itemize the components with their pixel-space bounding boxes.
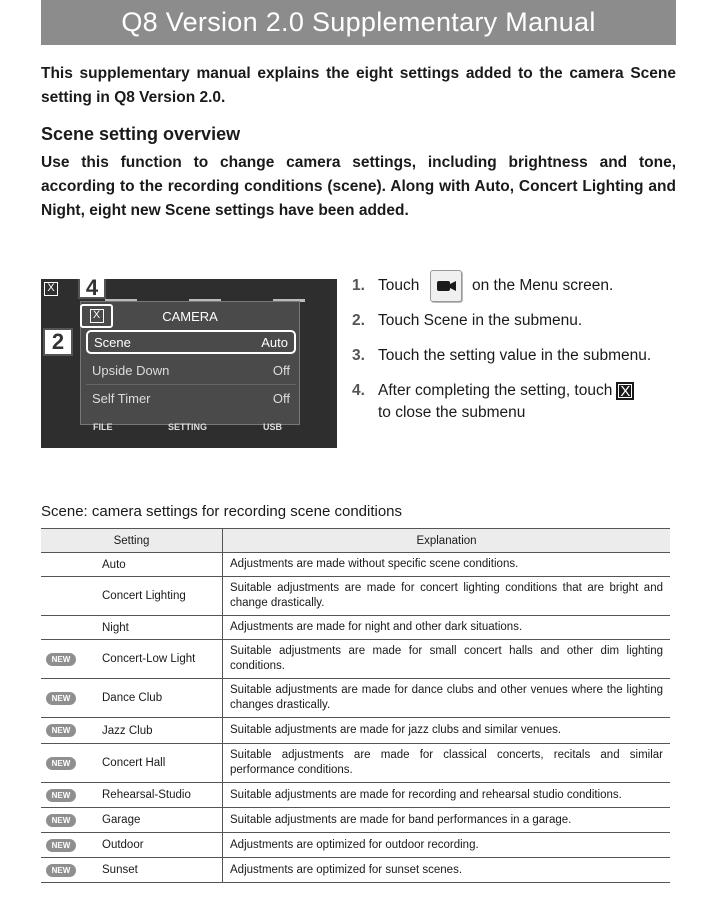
- row-setting-name: Night: [102, 616, 223, 640]
- table-row: [41, 577, 670, 616]
- table-row: [41, 616, 670, 640]
- new-badge: NEW: [46, 692, 76, 705]
- table-row: [41, 808, 670, 833]
- table-row: [41, 833, 670, 858]
- menu-row-label: Self Timer: [92, 390, 151, 406]
- new-badge: NEW: [46, 864, 76, 877]
- row-badge-cell: [41, 640, 102, 679]
- row-explanation: Adjustments are made for night and other dark situations.: [223, 616, 671, 640]
- row-setting-name: Garage: [102, 808, 223, 833]
- row-badge-cell: [41, 616, 102, 640]
- new-badge: NEW: [46, 724, 76, 737]
- new-badge: NEW: [46, 789, 76, 802]
- header-explanation: Explanation: [223, 529, 671, 553]
- overview-heading: Scene setting overview: [41, 124, 241, 144]
- row-setting-name: Dance Club: [102, 679, 223, 718]
- row-explanation: Suitable adjustments are made for classical concerts, recitals and similar performance conditions.: [223, 744, 671, 783]
- row-explanation: Adjustments are optimized for outdoor recording.: [223, 833, 671, 858]
- callout-4: 4: [78, 279, 106, 299]
- row-explanation: Suitable adjustments are made for concert lighting conditions that are bright and change drastically.: [223, 577, 671, 616]
- row-badge-cell: [41, 783, 102, 808]
- menu-title: CAMERA: [162, 308, 218, 324]
- row-setting-name: Concert Hall: [102, 744, 223, 783]
- step-2: [352, 310, 676, 332]
- table-row: [41, 553, 670, 577]
- row-explanation: Suitable adjustments are made for band performances in a garage.: [223, 808, 671, 833]
- tab-setting[interactable]: SETTING: [168, 422, 208, 432]
- table-header-row: [41, 529, 670, 553]
- table-row: [41, 640, 670, 679]
- row-badge-cell: [41, 553, 102, 577]
- menu-row-scene[interactable]: [86, 330, 296, 354]
- tab-usb[interactable]: USB: [263, 422, 283, 432]
- new-badge: NEW: [46, 653, 76, 666]
- step-text: to close the submenu: [378, 404, 526, 421]
- new-badge: NEW: [46, 757, 76, 770]
- row-badge-cell: [41, 718, 102, 744]
- row-badge-cell: [41, 808, 102, 833]
- close-icon: X: [44, 282, 58, 296]
- row-explanation: Suitable adjustments are made for dance clubs and other venues where the lighting changes drastically.: [223, 679, 671, 718]
- step-text: Touch Scene in the submenu.: [378, 312, 583, 329]
- scene-settings-table: [41, 528, 670, 883]
- new-badge: NEW: [46, 839, 76, 852]
- row-setting-name: Jazz Club: [102, 718, 223, 744]
- row-setting-name: Rehearsal-Studio: [102, 783, 223, 808]
- bottom-tab-bar: [41, 422, 337, 436]
- intro-paragraph: This supplementary manual explains the eight settings added to the camera Scene setting in Q8 Version 2.0.: [41, 65, 676, 106]
- row-explanation: Adjustments are made without specific scene conditions.: [223, 553, 671, 577]
- row-setting-name: Concert-Low Light: [102, 640, 223, 679]
- row-setting-name: Sunset: [102, 858, 223, 883]
- table-caption: Scene: camera settings for recording scene conditions: [41, 503, 403, 520]
- tab-file[interactable]: FILE: [93, 422, 113, 432]
- step-text: on the Menu screen.: [472, 277, 614, 295]
- close-icon: X: [90, 309, 104, 323]
- table-row: [41, 744, 670, 783]
- new-badge: NEW: [46, 814, 76, 827]
- menu-row-upside-down[interactable]: [86, 358, 296, 382]
- row-badge-cell: [41, 577, 102, 616]
- step-number: 4.: [352, 382, 365, 399]
- menu-row-value: Off: [272, 362, 290, 378]
- row-explanation: Suitable adjustments are made for small concert halls and other dim lighting conditions.: [223, 640, 671, 679]
- page-title: Q8 Version 2.0 Supplementary Manual: [41, 0, 676, 45]
- step-number: 2.: [352, 312, 365, 329]
- step-text: Touch the setting value in the submenu.: [378, 347, 652, 364]
- step-text: After completing the setting, touch: [378, 382, 613, 399]
- table-row: [41, 718, 670, 744]
- close-icon: X: [616, 382, 634, 400]
- step-3: [352, 345, 676, 367]
- menu-row-self-timer[interactable]: [86, 386, 296, 410]
- camera-screen-illustration: [41, 279, 337, 448]
- row-explanation: Adjustments are optimized for sunset scenes.: [223, 858, 671, 883]
- row-badge-cell: [41, 744, 102, 783]
- row-explanation: Suitable adjustments are made for jazz clubs and similar venues.: [223, 718, 671, 744]
- step-1: [352, 270, 676, 302]
- step-number: 1.: [352, 277, 365, 295]
- menu-row-label: Upside Down: [92, 362, 170, 378]
- step-4: [352, 380, 676, 424]
- camera-icon: [430, 270, 462, 302]
- menu-row-value: Auto: [261, 334, 288, 350]
- row-explanation: Suitable adjustments are made for recording and rehearsal studio conditions.: [223, 783, 671, 808]
- step-text: Touch: [378, 277, 420, 295]
- callout-2: 2: [43, 328, 73, 356]
- row-badge-cell: [41, 858, 102, 883]
- row-setting-name: Auto: [102, 553, 223, 577]
- table-row: [41, 858, 670, 883]
- step-number: 3.: [352, 347, 365, 364]
- overview-body: Use this function to change camera settings, including brightness and tone, according to the recording conditions (scene). Along with Auto, Concert Lighting and Night, eight new Scene settings have been added.: [41, 154, 676, 219]
- row-badge-cell: [41, 833, 102, 858]
- camera-menu-panel: [80, 301, 300, 425]
- row-setting-name: Concert Lighting: [102, 577, 223, 616]
- menu-row-value: Off: [272, 390, 290, 406]
- table-row: [41, 679, 670, 718]
- row-setting-name: Outdoor: [102, 833, 223, 858]
- menu-row-label: Scene: [94, 334, 131, 350]
- header-setting: Setting: [41, 529, 223, 553]
- row-badge-cell: [41, 679, 102, 718]
- menu-divider: [86, 384, 296, 385]
- table-row: [41, 783, 670, 808]
